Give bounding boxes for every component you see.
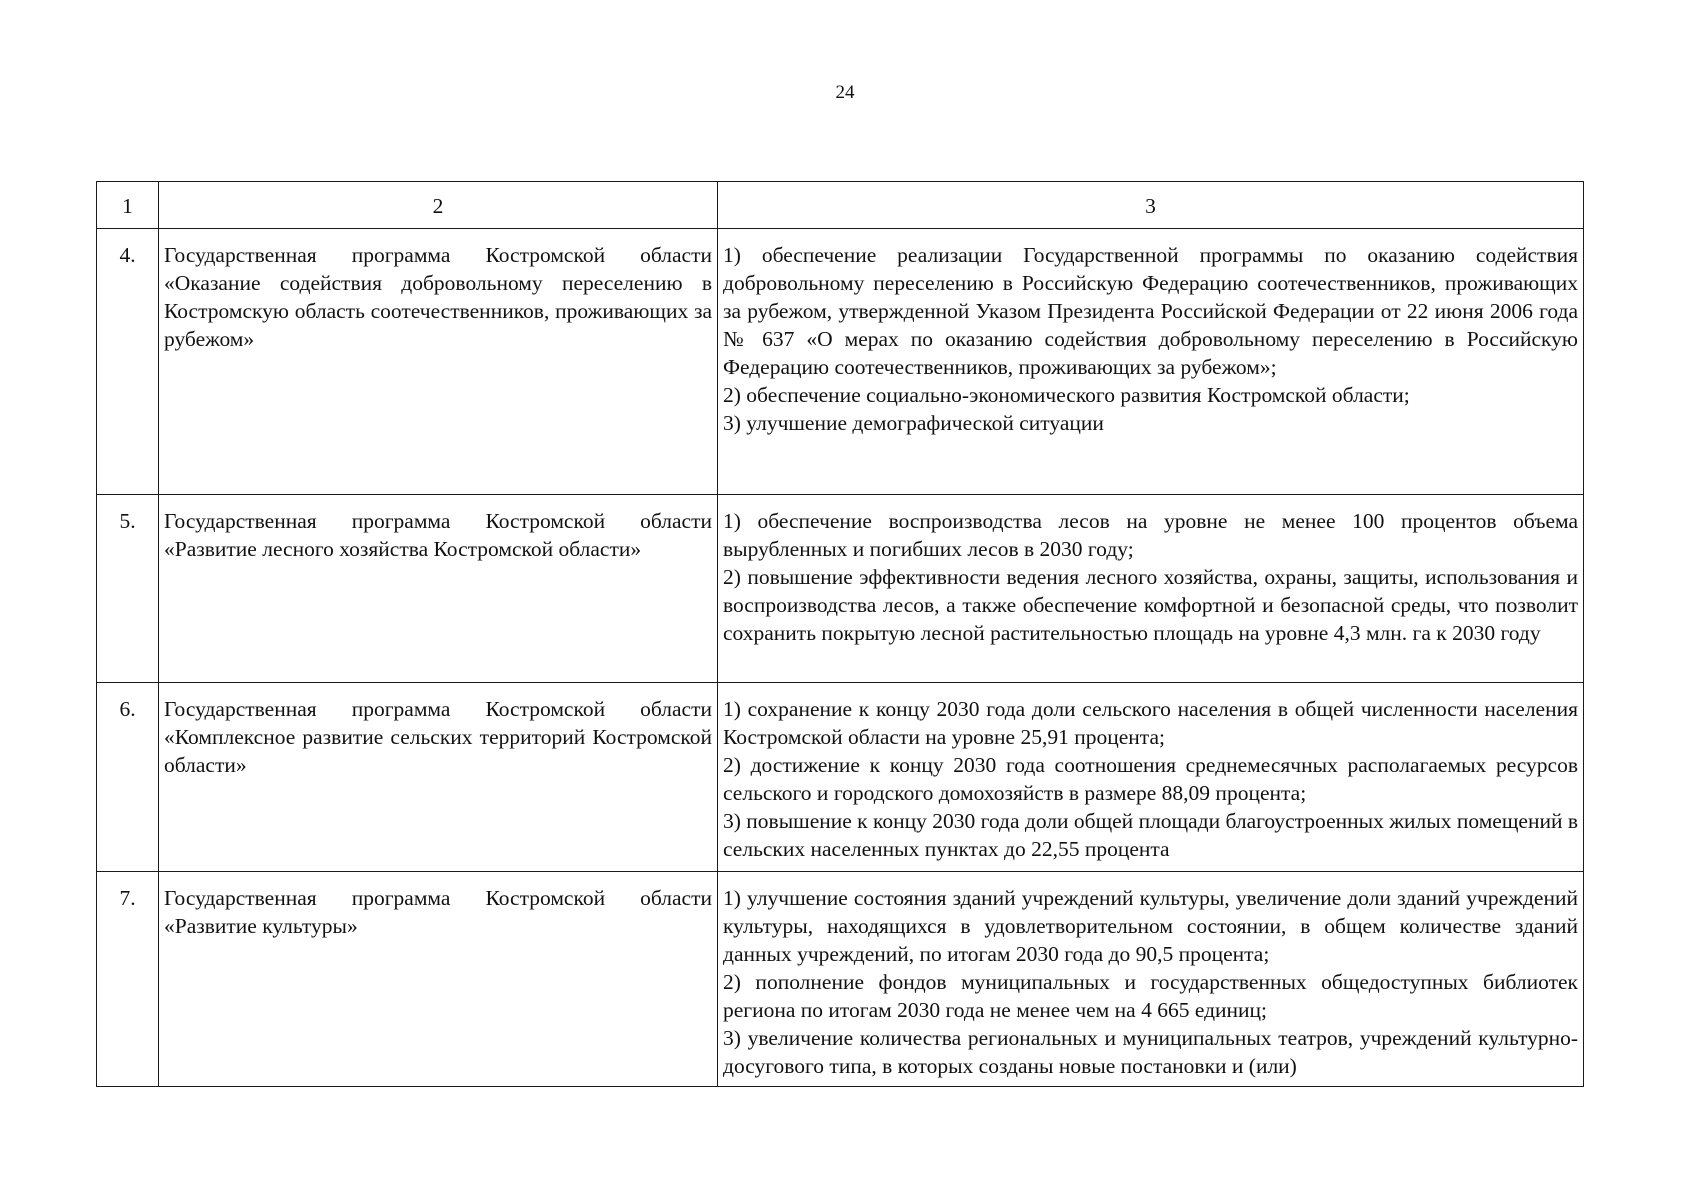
programs-table bbox=[96, 181, 1584, 1087]
row-number: 4. bbox=[97, 229, 159, 495]
goal-item: 3) повышение к концу 2030 года доли общей площади благоустроенных жилых помещений в сельских населенных пунктах до 22,55 процента bbox=[723, 809, 1578, 861]
program-goals bbox=[718, 495, 1584, 683]
goal-item: 1) обеспечение воспроизводства лесов на уровне не менее 100 процентов объема вырубленных и погибших лесов в 2030 году; bbox=[723, 509, 1578, 561]
program-name: Государственная программа Костромской области «Оказание содействия добровольному переселению в Костромскую область соотечественников, проживающих за рубежом» bbox=[159, 229, 718, 495]
table-row bbox=[97, 872, 1584, 1087]
program-goals bbox=[718, 683, 1584, 872]
goal-item: 2) обеспечение социально-экономического развития Костромской области; bbox=[723, 383, 1410, 407]
table-row bbox=[97, 229, 1584, 495]
table-row bbox=[97, 495, 1584, 683]
goal-item: 2) повышение эффективности ведения лесного хозяйства, охраны, защиты, использования и воспроизводства лесов, а также обеспечение комфортной и безопасной среды, что позволит сохранить покрытую лесной растительностью площадь на уровне 4,3 млн. га к 2030 году bbox=[723, 565, 1578, 645]
row-number: 7. bbox=[97, 872, 159, 1087]
goal-item: 1) сохранение к концу 2030 года доли сельского населения в общей численности населения Костромской области на уровне 25,91 процента; bbox=[723, 697, 1578, 749]
program-name: Государственная программа Костромской области «Развитие лесного хозяйства Костромской области» bbox=[159, 495, 718, 683]
table-row bbox=[97, 683, 1584, 872]
goal-item: 3) улучшение демографической ситуации bbox=[723, 411, 1104, 435]
row-number: 6. bbox=[97, 683, 159, 872]
goal-item: 2) пополнение фондов муниципальных и государственных общедоступных библиотек региона по итогам 2030 года не менее чем на 4 665 единиц; bbox=[723, 970, 1578, 1022]
goal-item: 1) обеспечение реализации Государственной программы по оказанию содействия добровольному переселению в Российскую Федерацию соотечественников, проживающих за рубежом, утвержденной Указом Президента Российской Федерации от 22 июня 2006 года № 637 «О мерах по оказанию содействия добровольному переселению в Российскую Федерацию соотечественников, проживающих за рубежом»; bbox=[723, 243, 1578, 379]
goal-item: 2) достижение к концу 2030 года соотношения среднемесячных располагаемых ресурсов сельского и городского домохозяйств в размере 88,09 процента; bbox=[723, 753, 1578, 805]
goal-item: 1) улучшение состояния зданий учреждений культуры, увеличение доли зданий учреждений культуры, находящихся в удовлетворительном состоянии, в общем количестве зданий данных учреждений, по итогам 2030 года до 90,5 процента; bbox=[723, 886, 1578, 966]
column-header-2: 2 bbox=[159, 182, 718, 229]
table-header-row bbox=[97, 182, 1584, 229]
row-number: 5. bbox=[97, 495, 159, 683]
program-goals bbox=[718, 872, 1584, 1087]
program-name: Государственная программа Костромской области «Комплексное развитие сельских территорий Костромской области» bbox=[159, 683, 718, 872]
column-header-1: 1 bbox=[97, 182, 159, 229]
program-name: Государственная программа Костромской области «Развитие культуры» bbox=[159, 872, 718, 1087]
program-goals bbox=[718, 229, 1584, 495]
column-header-3: 3 bbox=[718, 182, 1584, 229]
page-number: 24 bbox=[835, 82, 855, 103]
goal-item: 3) увеличение количества региональных и муниципальных театров, учреждений культурно-досугового типа, в которых созданы новые постановки и (или) bbox=[723, 1026, 1578, 1078]
